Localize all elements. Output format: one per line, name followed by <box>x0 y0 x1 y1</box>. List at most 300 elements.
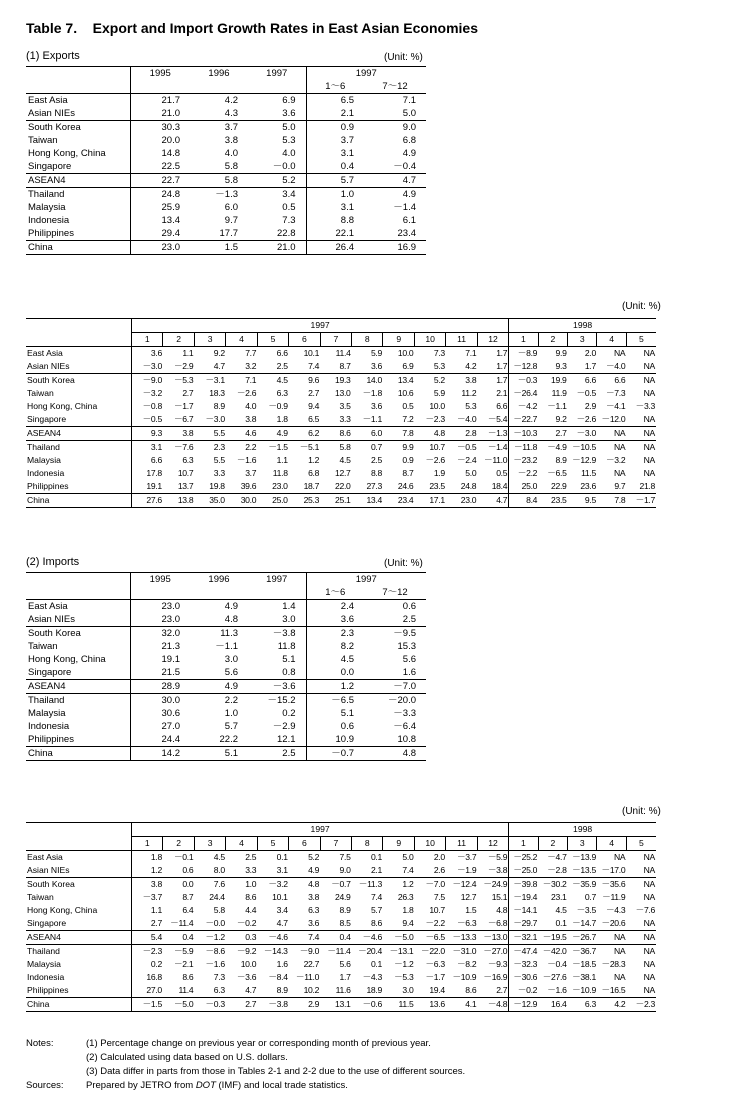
table-cell: 2.5 <box>370 455 382 465</box>
table-cell: 4.7 <box>213 361 225 371</box>
table-cell: 1.8 <box>402 905 414 915</box>
table-cell: －14.3 <box>257 945 288 959</box>
table-cell: －5.9 <box>487 852 508 862</box>
table-cell: 2.2 <box>226 441 257 455</box>
table-cell: 1.9 <box>433 468 445 478</box>
table-cell: 4.7 <box>477 494 508 508</box>
table-cell: 2.1 <box>370 865 382 875</box>
row-label: Thailand <box>26 188 130 202</box>
table-cell: 11.8 <box>277 641 296 652</box>
row-label: Hong Kong, China <box>26 904 131 917</box>
table-cell: 18.9 <box>366 985 382 995</box>
table-row <box>26 747 426 761</box>
table-cell: 18.4 <box>491 481 508 491</box>
table-cell: 3.4 <box>276 905 288 915</box>
table-cell: －42.0 <box>538 945 567 959</box>
table-cell: －19.5 <box>538 931 567 945</box>
table-cell: －20.6 <box>601 918 626 928</box>
table-cell: 10.7 <box>429 905 445 915</box>
table-cell: 0.4 <box>320 931 351 945</box>
month-header: 7 <box>320 333 351 347</box>
year-header: 1998 <box>509 319 656 333</box>
table-cell: 3.3 <box>245 865 257 875</box>
row-label: South Korea <box>26 374 131 388</box>
table-cell: －29.7 <box>509 917 538 931</box>
table-cell: －9.0 <box>289 945 320 959</box>
table-cell: 6.2 <box>289 427 320 441</box>
table-cell: 5.2 <box>248 174 306 188</box>
table-cell: －20.0 <box>364 694 426 708</box>
table-cell: 13.0 <box>335 388 351 398</box>
table-cell: 21.3 <box>161 641 180 652</box>
table-cell: －2.2 <box>509 467 538 480</box>
table-cell: －27.6 <box>542 972 567 982</box>
unit-label: (Unit: %) <box>384 52 423 63</box>
row-label: Taiwan <box>26 134 130 147</box>
row-label: Hong Kong, China <box>26 147 130 160</box>
table-cell: －6.7 <box>174 414 194 424</box>
table-cell: －3.3 <box>393 708 417 719</box>
table-cell: 3.8 <box>446 374 477 388</box>
table-cell: 22.7 <box>303 959 320 969</box>
table-cell: NA <box>626 441 656 455</box>
month-header: 6 <box>289 837 320 851</box>
table-cell: 9.5 <box>568 494 597 508</box>
table-row <box>26 107 426 121</box>
table-cell: 23.0 <box>161 614 180 625</box>
table-cell: NA <box>643 468 655 478</box>
table-cell: 8.9 <box>213 401 225 411</box>
table-cell: 3.6 <box>306 613 364 627</box>
table-cell: 1.1 <box>150 905 162 915</box>
month-header: 1 <box>131 333 162 347</box>
table-cell: －1.2 <box>394 959 414 969</box>
table-cell: 0.5 <box>402 401 414 411</box>
table-row <box>26 851 656 865</box>
table-cell: －15.2 <box>248 694 306 708</box>
table-cell: －6.5 <box>306 694 364 708</box>
table-cell: －12.9 <box>509 998 538 1012</box>
table-cell: －39.8 <box>509 878 538 892</box>
row-label: Malaysia <box>26 454 131 467</box>
table-cell: 0.2 <box>282 708 296 719</box>
row-label: Asian NIEs <box>26 613 130 627</box>
table-cell: 4.9 <box>364 188 426 202</box>
sources-key: Sources: <box>26 1080 64 1091</box>
table-cell: 21.5 <box>161 667 180 678</box>
table-row <box>26 680 426 694</box>
table-cell: 0.1 <box>555 918 567 928</box>
table-cell: －3.5 <box>576 905 596 915</box>
table-cell: 23.0 <box>130 241 190 255</box>
table-cell: 4.2 <box>597 998 626 1012</box>
table-cell: 5.4 <box>131 931 162 945</box>
table-cell: 6.5 <box>306 94 364 108</box>
table-cell: －3.8 <box>248 627 306 641</box>
table-cell: 1.7 <box>584 361 596 371</box>
table-cell: NA <box>626 878 656 892</box>
table-cell: －6.4 <box>393 721 417 732</box>
month-header: 6 <box>289 333 320 347</box>
table-cell: －12.4 <box>446 878 477 892</box>
table-cell: 2.7 <box>308 388 320 398</box>
table-cell: －25.2 <box>509 851 538 865</box>
table-cell: 8.7 <box>339 361 351 371</box>
table-cell: 3.0 <box>282 614 296 625</box>
table-cell: 32.0 <box>130 627 190 641</box>
table-cell: 10.7 <box>177 468 194 478</box>
table-cell: －36.7 <box>568 945 597 959</box>
table-cell: 25.9 <box>161 202 180 213</box>
table-cell: －5.0 <box>383 931 414 945</box>
table-cell: －19.4 <box>509 891 538 904</box>
row-label: Asian NIEs <box>26 360 131 374</box>
table-cell: －2.4 <box>456 455 477 465</box>
table-cell: 10.6 <box>397 388 414 398</box>
table-row <box>26 480 656 494</box>
table-cell: 2.0 <box>584 348 596 358</box>
table-cell: 15.1 <box>491 892 508 902</box>
table-cell: 24.6 <box>397 481 414 491</box>
table-cell: 4.2 <box>224 95 238 106</box>
month-header: 3 <box>194 333 225 347</box>
table-cell: NA <box>626 931 656 945</box>
table-cell: 20.0 <box>161 135 180 146</box>
table-cell: －2.2 <box>425 918 445 928</box>
table-cell: －1.1 <box>362 414 382 424</box>
table-cell: 8.8 <box>306 214 364 227</box>
table-cell: 10.0 <box>240 959 257 969</box>
table-cell: 19.1 <box>161 654 180 665</box>
table-cell: 3.0 <box>402 985 414 995</box>
table-cell: 3.2 <box>245 361 257 371</box>
table-cell: 6.0 <box>352 427 383 441</box>
table-cell: 5.1 <box>282 654 296 665</box>
table-row <box>26 441 656 455</box>
table-cell: －2.6 <box>576 414 596 424</box>
table-cell: 6.3 <box>308 905 320 915</box>
table-cell: －10.3 <box>509 427 538 441</box>
table-cell: 5.8 <box>213 905 225 915</box>
table-cell: －5.0 <box>163 998 194 1012</box>
table-cell: 5.8 <box>190 174 248 188</box>
row-label: Philippines <box>26 733 130 747</box>
col-header: 1997 <box>306 573 426 587</box>
table-cell: 0.1 <box>370 959 382 969</box>
table-cell: －11.0 <box>484 455 508 465</box>
table-cell: 10.0 <box>397 348 414 358</box>
table-cell: －17.0 <box>601 865 626 875</box>
table-cell: 0.9 <box>402 455 414 465</box>
table-cell: －18.5 <box>572 959 596 969</box>
table-cell: －3.2 <box>142 388 162 398</box>
table-row <box>26 121 426 135</box>
table-cell: 4.8 <box>364 747 426 761</box>
table-cell: 0.4 <box>306 160 364 174</box>
table-cell: 2.7 <box>150 918 162 928</box>
table-cell: 0.5 <box>282 202 296 213</box>
month-header: 12 <box>477 837 508 851</box>
table-cell: 6.8 <box>308 468 320 478</box>
table-cell: 8.6 <box>370 918 382 928</box>
table-cell: NA <box>643 388 655 398</box>
table-cell: 7.1 <box>465 348 477 358</box>
table-cell: －11.4 <box>170 918 194 928</box>
table-cell: －16.5 <box>601 985 626 995</box>
table-cell: －1.7 <box>626 494 656 508</box>
table-cell: 1.5 <box>465 905 477 915</box>
table-cell: 4.5 <box>306 653 364 666</box>
table-cell: 7.4 <box>402 865 414 875</box>
table-cell: 7.8 <box>383 427 414 441</box>
table-cell: －23.2 <box>509 454 538 467</box>
table-cell: 21.0 <box>161 108 180 119</box>
table-cell: 5.8 <box>224 161 238 172</box>
table-cell: 4.5 <box>339 455 351 465</box>
table-cell: 9.7 <box>614 481 626 491</box>
table-cell: 8.6 <box>182 972 194 982</box>
table-cell: NA <box>597 945 626 959</box>
table-row <box>26 971 656 984</box>
table-row <box>26 627 426 641</box>
table-cell: 13.6 <box>414 998 445 1012</box>
table-row <box>26 360 656 374</box>
table-cell: 5.6 <box>224 667 238 678</box>
table-cell: 11.3 <box>190 627 248 641</box>
table-cell: －13.0 <box>477 931 508 945</box>
table-cell: 5.9 <box>370 348 382 358</box>
row-label: Taiwan <box>26 891 131 904</box>
table-cell: 6.6 <box>568 374 597 388</box>
table-cell: 6.3 <box>276 388 288 398</box>
table-cell: 4.9 <box>257 427 288 441</box>
table-cell: 8.5 <box>339 918 351 928</box>
table-cell: 24.8 <box>460 481 477 491</box>
table-cell: 1.0 <box>226 878 257 892</box>
month-header: 4 <box>597 333 626 347</box>
table-cell: －12.0 <box>601 414 626 424</box>
table-cell: 2.8 <box>446 427 477 441</box>
table-cell: NA <box>614 468 626 478</box>
month-header: 3 <box>568 333 597 347</box>
table-cell: －11.4 <box>320 945 351 959</box>
table-cell: 2.0 <box>433 852 445 862</box>
table-cell: 0.0 <box>163 878 194 892</box>
table-row <box>26 494 656 508</box>
table-cell: 14.8 <box>161 148 180 159</box>
table-cell: 12.7 <box>335 468 351 478</box>
table-cell: －28.3 <box>601 959 626 969</box>
table-cell: －0.5 <box>576 388 596 398</box>
table-cell: 4.0 <box>282 148 296 159</box>
table-cell: －0.0 <box>205 918 225 928</box>
table-cell: －2.3 <box>425 414 445 424</box>
table-cell: 0.7 <box>352 441 383 455</box>
table-row <box>26 733 426 747</box>
table-cell: 13.8 <box>163 494 194 508</box>
month-header: 2 <box>538 837 567 851</box>
table-cell: 11.5 <box>581 468 596 478</box>
table-cell: －4.2 <box>509 400 538 413</box>
table-cell: 23.5 <box>429 481 445 491</box>
table-cell: －2.9 <box>174 361 194 371</box>
table-cell: －0.3 <box>509 374 538 388</box>
table-cell: 2.1 <box>496 388 508 398</box>
year-header: 1997 <box>131 823 508 837</box>
table-cell: －1.1 <box>215 641 238 652</box>
table-cell: 23.4 <box>397 228 417 239</box>
table-cell: －1.5 <box>257 441 288 455</box>
table-cell: 2.6 <box>433 865 445 875</box>
table-cell: 1.7 <box>496 361 508 371</box>
table-cell: 7.4 <box>308 361 320 371</box>
table-row <box>26 878 656 892</box>
table-cell: 22.7 <box>130 174 190 188</box>
table-cell: 13.1 <box>320 998 351 1012</box>
table-cell: 27.0 <box>161 721 180 732</box>
row-label: ASEAN4 <box>26 931 131 945</box>
table-cell: NA <box>643 918 655 928</box>
month-header: 5 <box>257 837 288 851</box>
table-cell: －9.2 <box>226 945 257 959</box>
table-cell: 11.5 <box>383 998 414 1012</box>
table-cell: 0.5 <box>496 468 508 478</box>
row-label: Asian NIEs <box>26 107 130 121</box>
table-cell: －22.0 <box>414 945 445 959</box>
table-cell: 5.3 <box>433 361 445 371</box>
table-cell: －7.0 <box>364 680 426 694</box>
table-cell: 8.6 <box>320 427 351 441</box>
table-cell: 3.1 <box>131 441 162 455</box>
month-header: 5 <box>257 333 288 347</box>
table-cell: －6.3 <box>456 918 477 928</box>
table-cell: －0.7 <box>320 878 351 892</box>
table-cell: 19.1 <box>146 481 162 491</box>
month-header: 1 <box>131 837 162 851</box>
table-cell: 2.1 <box>306 107 364 121</box>
table-cell: 6.1 <box>402 215 417 226</box>
row-label: ASEAN4 <box>26 174 130 188</box>
table-cell: 0.1 <box>276 852 288 862</box>
table-row <box>26 174 426 188</box>
table-row <box>26 374 656 388</box>
row-label: Indonesia <box>26 971 131 984</box>
table-cell: 11.9 <box>551 388 567 398</box>
table-cell: －3.6 <box>236 972 257 982</box>
table-cell: 7.4 <box>289 931 320 945</box>
table-cell: －4.6 <box>257 931 288 945</box>
table-cell: 0.2 <box>150 959 162 969</box>
month-header: 8 <box>352 333 383 347</box>
table-cell: 8.6 <box>465 985 477 995</box>
table-cell: 14.0 <box>352 374 383 388</box>
table-cell: －3.0 <box>205 414 225 424</box>
table-row <box>26 600 426 614</box>
table-cell: 22.1 <box>306 227 364 241</box>
row-label: Indonesia <box>26 214 130 227</box>
table-cell: NA <box>643 959 655 969</box>
table-cell: －5.1 <box>289 441 320 455</box>
table-cell: 1.7 <box>496 348 508 358</box>
table-cell: －5.4 <box>487 414 508 424</box>
table-cell: 11.2 <box>461 388 477 398</box>
table-cell: －12.9 <box>572 455 596 465</box>
month-header: 8 <box>352 837 383 851</box>
table-cell: 1.2 <box>150 865 162 875</box>
table-cell: －13.1 <box>383 945 414 959</box>
table-cell: 5.1 <box>190 747 248 761</box>
table-cell: 5.2 <box>414 374 445 388</box>
table-cell: 24.4 <box>161 734 180 745</box>
exports-annual-table <box>26 66 426 255</box>
table-cell: －32.3 <box>509 958 538 971</box>
month-header: 2 <box>163 333 194 347</box>
table-cell: 6.3 <box>568 998 597 1012</box>
table-cell: 15.3 <box>397 641 417 652</box>
notes-key: Notes: <box>26 1038 54 1049</box>
table-cell: 16.8 <box>146 972 162 982</box>
table-cell: 4.4 <box>245 905 257 915</box>
table-cell: 19.4 <box>429 985 445 995</box>
table-cell: 11.4 <box>178 985 194 995</box>
table-cell: 30.0 <box>226 494 257 508</box>
table-row <box>26 653 426 666</box>
table-cell: NA <box>597 931 626 945</box>
table-cell: 0.0 <box>306 666 364 680</box>
table-row <box>26 400 656 413</box>
table-cell: －30.2 <box>538 878 567 892</box>
table-row <box>26 147 426 160</box>
row-label: South Korea <box>26 627 130 641</box>
table-cell: －31.0 <box>446 945 477 959</box>
table-cell: 2.7 <box>226 998 257 1012</box>
table-cell: 30.6 <box>161 708 180 719</box>
row-label: South Korea <box>26 121 130 135</box>
year-header: 1997 <box>131 319 508 333</box>
table-cell: NA <box>626 427 656 441</box>
table-cell: 3.8 <box>245 414 257 424</box>
table-cell: 1.6 <box>402 667 417 678</box>
table-row <box>26 917 656 931</box>
table-cell: 8.9 <box>276 985 288 995</box>
table-cell: －4.0 <box>606 361 626 371</box>
table-cell: 2.5 <box>248 747 306 761</box>
col-header: 1997 <box>306 67 426 81</box>
table-cell: －0.0 <box>272 161 296 172</box>
table-cell: 28.9 <box>130 680 190 694</box>
table-cell: 7.5 <box>339 852 351 862</box>
table-cell: 35.0 <box>194 494 225 508</box>
table-cell: 22.8 <box>277 228 296 239</box>
table-row <box>26 958 656 971</box>
table-cell: 3.1 <box>306 201 364 214</box>
row-label: Thailand <box>26 441 131 455</box>
table-cell: 10.7 <box>414 441 445 455</box>
table-cell: －1.6 <box>205 959 225 969</box>
table-cell: －9.3 <box>487 959 508 969</box>
table-cell: 22.2 <box>219 734 238 745</box>
imports-monthly-table <box>26 822 656 1012</box>
col-header: 1～6 <box>306 586 364 600</box>
table-cell: 25.3 <box>289 494 320 508</box>
table-cell: 4.2 <box>465 361 477 371</box>
table-cell: 10.9 <box>306 733 364 747</box>
table-cell: 2.5 <box>245 852 257 862</box>
row-label: Philippines <box>26 480 131 494</box>
table-cell: 8.2 <box>306 640 364 653</box>
table-cell: 19.8 <box>209 481 225 491</box>
table-cell: 6.6 <box>150 455 162 465</box>
